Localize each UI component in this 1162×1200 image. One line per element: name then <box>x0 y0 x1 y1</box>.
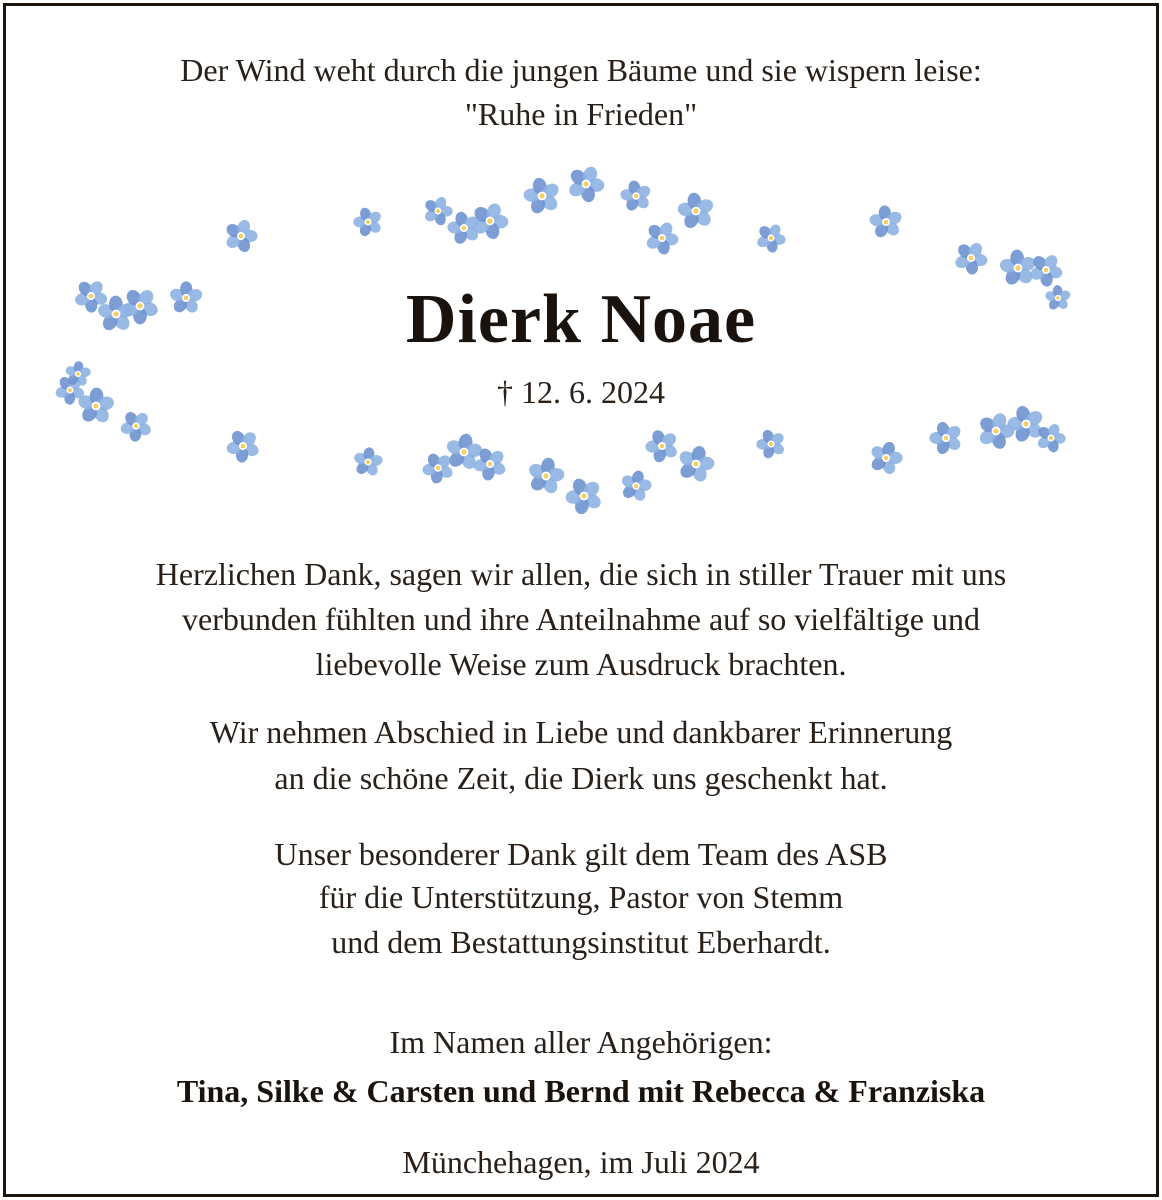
forget-me-not-flower <box>422 195 453 227</box>
place-and-date: Münchehagen, im Juli 2024 <box>402 1144 760 1180</box>
thanks-line-3: liebevolle Weise zum Ausdruck brachten. <box>315 646 847 682</box>
obituary-notice <box>3 3 1159 1197</box>
signature-intro: Im Namen aller Angehörigen: <box>389 1024 773 1060</box>
forget-me-not-flower <box>614 465 657 507</box>
forget-me-not-flower <box>347 441 389 482</box>
forget-me-not-flower <box>416 446 459 490</box>
forget-me-not-flower <box>951 237 991 279</box>
forget-me-not-flower <box>440 204 488 253</box>
forget-me-not-flower <box>671 439 721 488</box>
forget-me-not-flower <box>861 197 910 246</box>
forget-me-not-flower <box>558 470 610 523</box>
forget-me-not-flower <box>638 422 685 470</box>
forget-me-not-flower <box>470 200 510 242</box>
forget-me-not-flower <box>347 200 390 243</box>
forget-me-not-flower <box>515 169 569 223</box>
forget-me-not-flower <box>750 423 792 466</box>
forget-me-not-flower <box>643 218 681 258</box>
forget-me-not-flower <box>1035 422 1066 455</box>
forget-me-not-flower <box>613 173 659 219</box>
forget-me-not-flower <box>864 436 908 479</box>
forget-me-not-flower <box>438 426 490 477</box>
farewell-line-2: an die schöne Zeit, die Dierk uns geschenkt hat. <box>274 760 888 796</box>
forget-me-not-flower <box>467 440 513 487</box>
special-thanks-line-2: für die Unterstützung, Pastor von Stemm <box>318 879 844 915</box>
special-thanks-line-3: und dem Bestattungsinstitut Eberhardt. <box>331 924 831 960</box>
deceased-name: Dierk Noae <box>405 281 757 358</box>
forget-me-not-flower <box>224 218 258 253</box>
death-date: † 12. 6. 2024 <box>497 374 665 410</box>
forget-me-not-flower <box>753 220 788 256</box>
forget-me-not-flower <box>669 184 723 238</box>
forget-me-not-flower <box>977 411 1015 451</box>
signature-names: Tina, Silke & Carsten und Bernd mit Rebecca & Franziska <box>176 1073 986 1109</box>
forget-me-not-flower <box>565 163 606 206</box>
thanks-line-1: Herzlichen Dank, sagen wir allen, die sich in stiller Trauer mit uns <box>155 556 1007 592</box>
forget-me-not-flower <box>922 414 970 462</box>
special-thanks-line-1: Unser besonderer Dank gilt dem Team des ASB <box>274 836 888 872</box>
forget-me-not-flower <box>520 451 571 501</box>
thanks-line-2: verbunden fühlten und ihre Anteilnahme auf so vielfältige und <box>182 601 980 637</box>
farewell-line-1: Wir nehmen Abschied in Liebe und dankbarer Erinnerung <box>209 714 953 750</box>
verse-line-1: Der Wind weht durch die jungen Bäume und sie wispern leise: <box>180 52 982 88</box>
forget-me-not-flower <box>220 423 265 469</box>
verse-line-2: "Ruhe in Frieden" <box>464 96 698 132</box>
